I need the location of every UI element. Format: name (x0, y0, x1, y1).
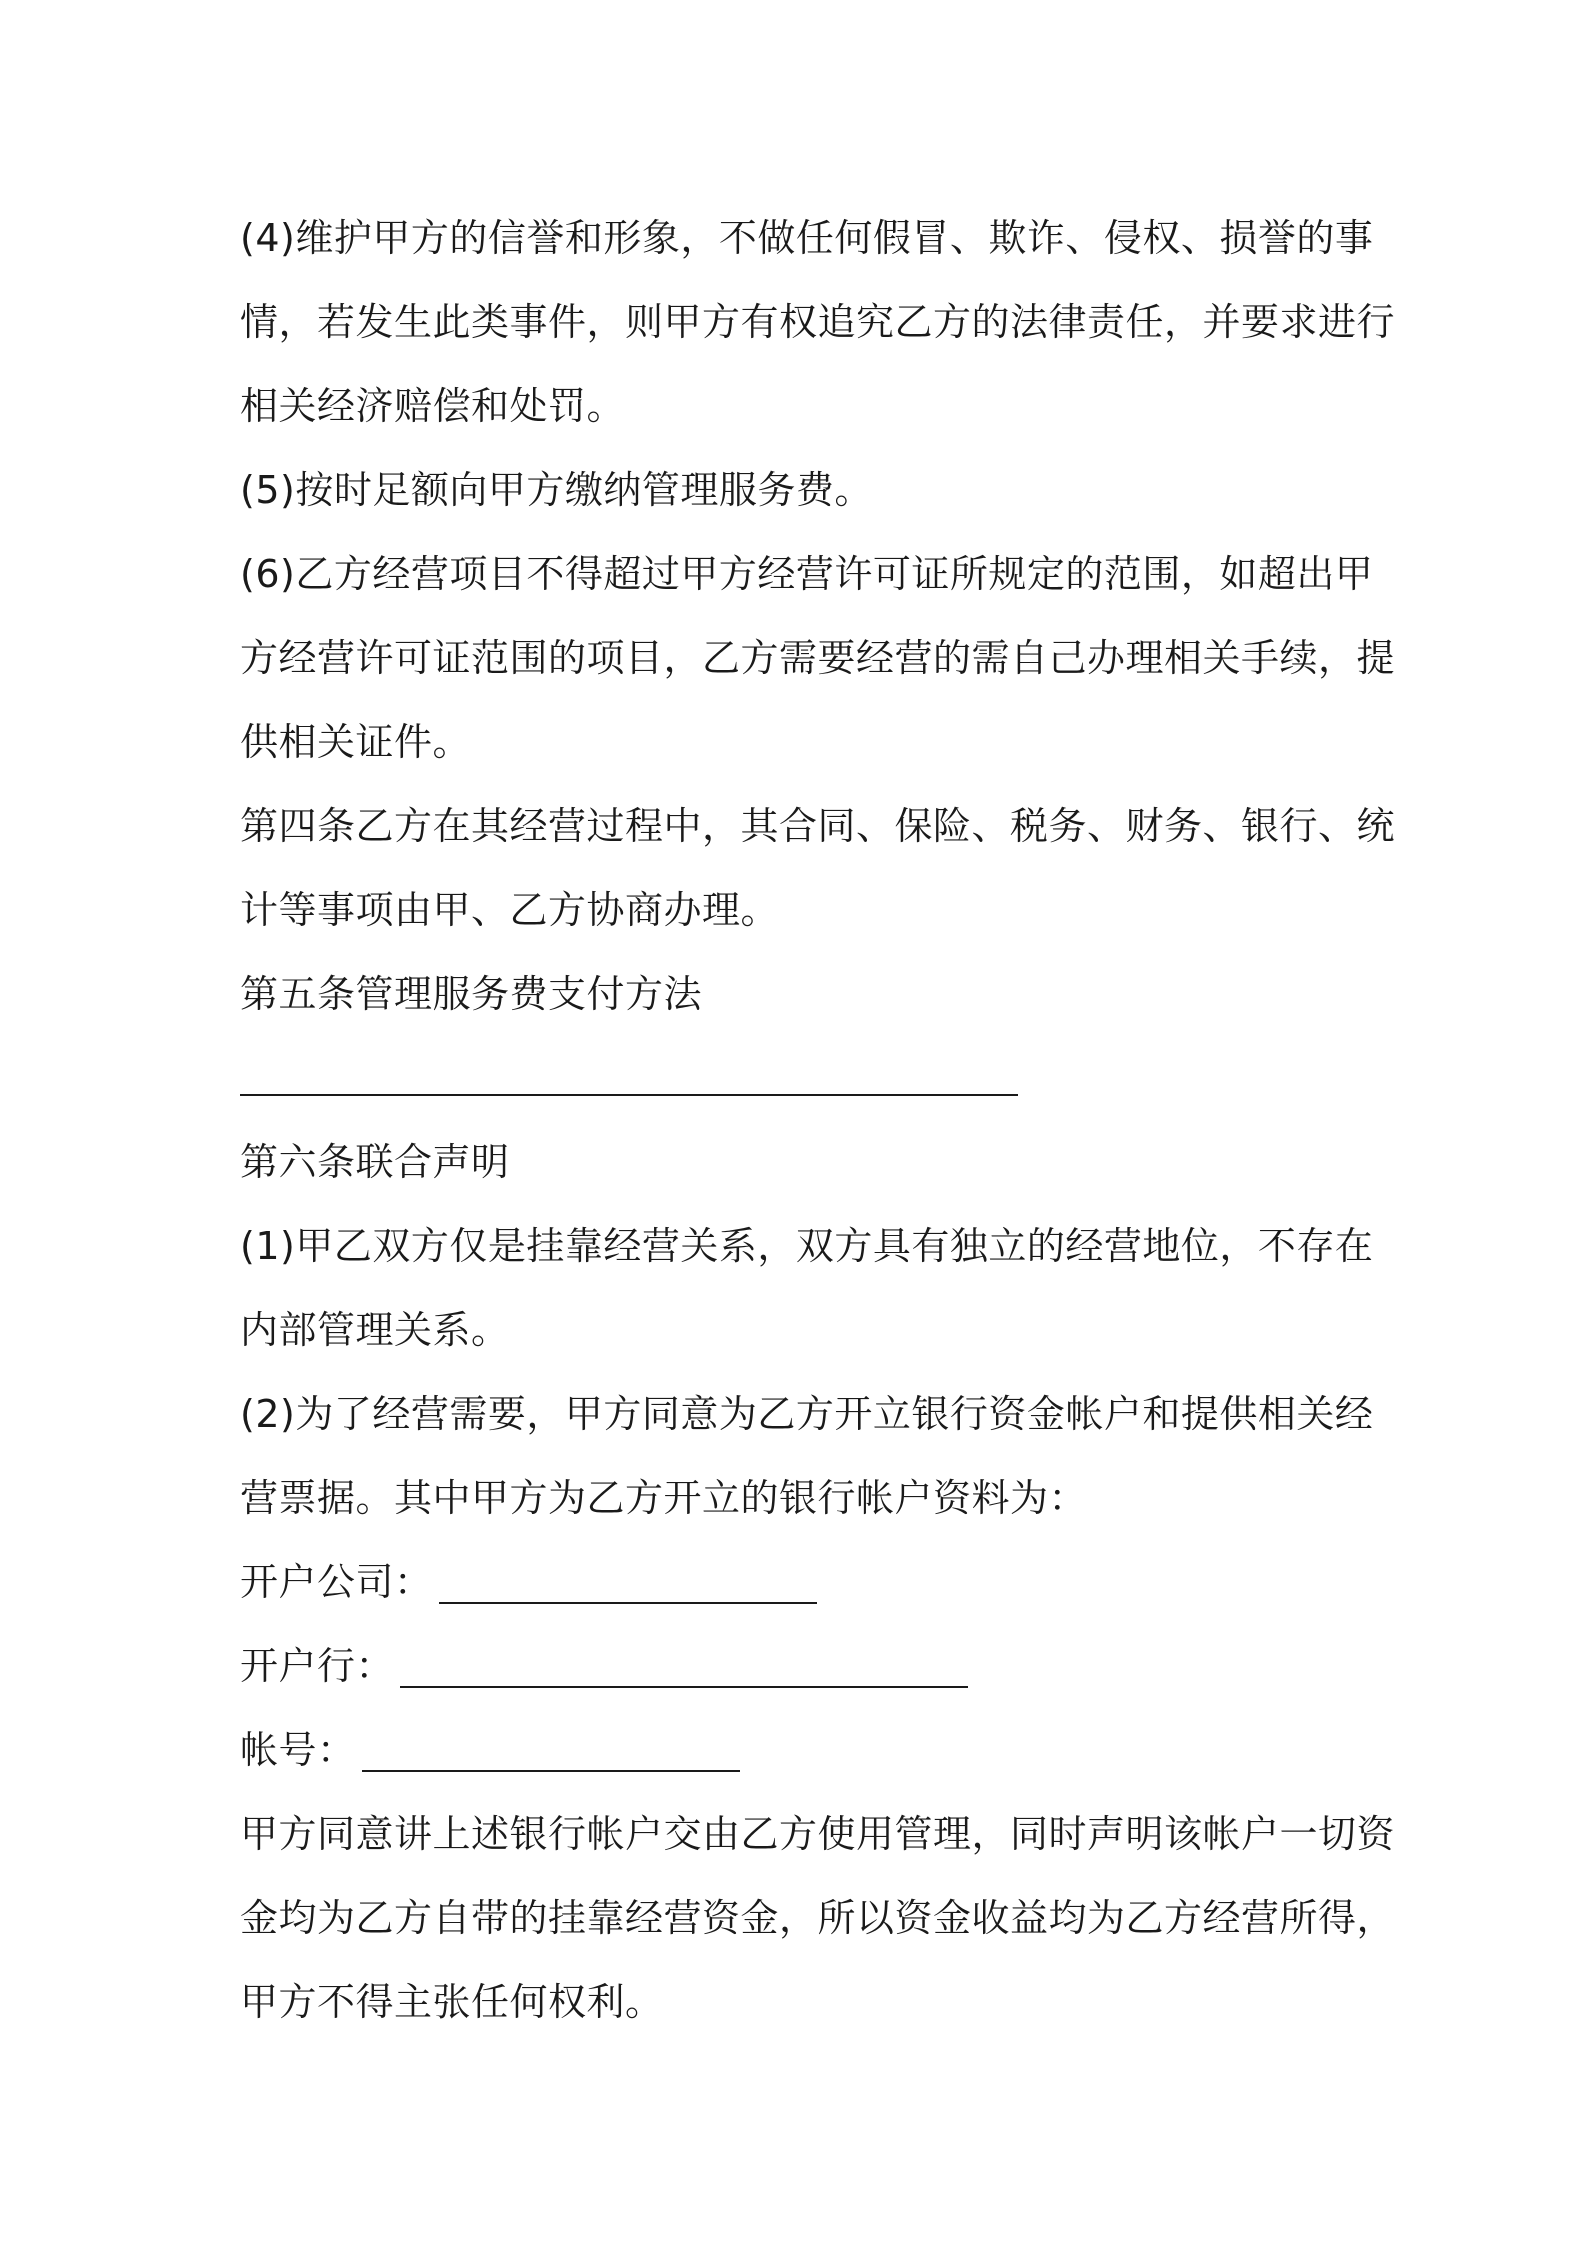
account-number-field (240, 1708, 1360, 1792)
text-line: 计等事项由甲、乙方协商办理。 (240, 888, 780, 932)
fill-in-underline (400, 1656, 968, 1688)
text-line: 相关经济赔偿和处罚。 (240, 384, 626, 428)
field-label: 开户行： (240, 1644, 395, 1688)
account-company-field (240, 1540, 1360, 1624)
text-line: 情，若发生此类事件，则甲方有权追究乙方的法律责任，并要求进行 (240, 300, 1396, 344)
text-line: (4)维护甲方的信誉和形象，不做任何假冒、欺诈、侵权、损誉的事 (240, 216, 1374, 260)
section-heading: 第五条管理服务费支付方法 (240, 972, 703, 1016)
fill-in-underline (362, 1740, 740, 1772)
text-line: 金均为乙方自带的挂靠经营资金，所以资金收益均为乙方经营所得， (240, 1896, 1396, 1940)
section-heading: 第六条联合声明 (240, 1140, 510, 1184)
text-line: 甲方同意讲上述银行帐户交由乙方使用管理，同时声明该帐户一切资 (240, 1812, 1396, 1856)
payment-method-blank (240, 1036, 1360, 1120)
text-line: (2)为了经营需要，甲方同意为乙方开立银行资金帐户和提供相关经 (240, 1392, 1374, 1436)
text-line: 方经营许可证范围的项目，乙方需要经营的需自己办理相关手续，提 (240, 636, 1396, 680)
fill-in-underline (240, 1094, 1018, 1096)
text-line: (6)乙方经营项目不得超过甲方经营许可证所规定的范围，如超出甲 (240, 552, 1374, 596)
text-line: 第四条乙方在其经营过程中，其合同、保险、税务、财务、银行、统 (240, 804, 1396, 848)
text-line: 甲方不得主张任何权利。 (240, 1980, 664, 2024)
fill-in-underline (439, 1572, 817, 1604)
text-line: 营票据。其中甲方为乙方开立的银行帐户资料为： (240, 1476, 1088, 1520)
text-line: 内部管理关系。 (240, 1308, 510, 1352)
field-label: 开户公司： (240, 1560, 433, 1604)
document-page (240, 196, 1396, 2044)
text-line: 供相关证件。 (240, 720, 472, 764)
text-line: (5)按时足额向甲方缴纳管理服务费。 (240, 468, 873, 512)
field-label: 帐号： (240, 1728, 356, 1772)
text-line: (1)甲乙双方仅是挂靠经营关系，双方具有独立的经营地位，不存在 (240, 1224, 1374, 1268)
bank-field (240, 1624, 1360, 1708)
